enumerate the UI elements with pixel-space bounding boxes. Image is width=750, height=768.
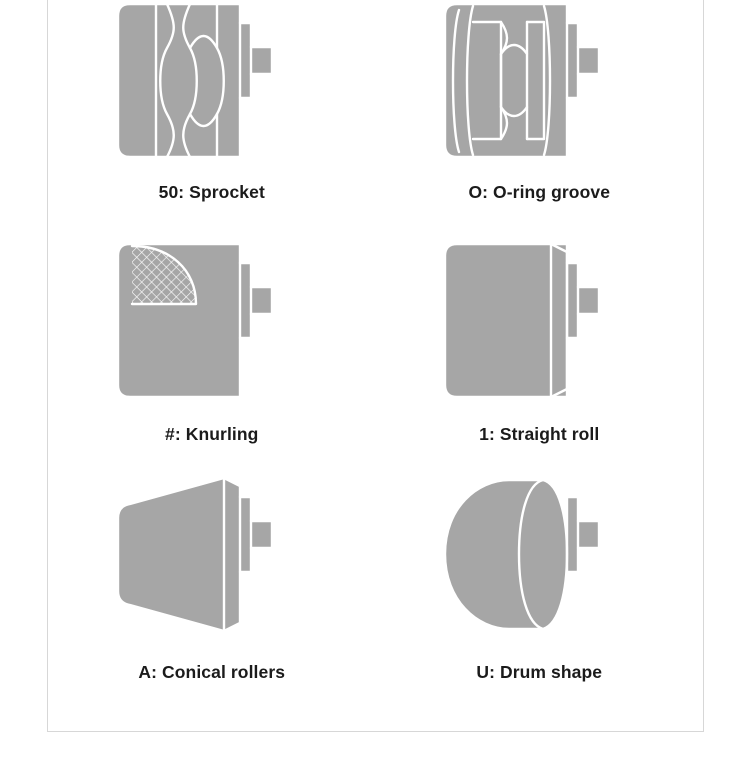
roller-type-card-drum-shape xyxy=(376,464,704,696)
roller-type-card-straight-roll xyxy=(376,232,704,464)
drum-shape-roller-icon xyxy=(439,476,639,638)
roller-type-caption: 50: Sprocket xyxy=(158,182,265,202)
roller-type-card-o-ring-groove xyxy=(376,0,704,232)
roller-type-caption: A: Conical rollers xyxy=(138,662,286,682)
roller-type-caption: O: O-ring groove xyxy=(468,182,611,202)
roller-type-card-knurling xyxy=(48,232,376,464)
roller-type-caption: 1: Straight roll xyxy=(479,424,600,444)
conical-roller-icon xyxy=(112,476,312,638)
o-ring-groove-roller-icon xyxy=(439,2,639,164)
knurling-roller-icon xyxy=(112,242,312,404)
roller-type-caption: #: Knurling xyxy=(165,424,259,444)
roller-type-card-conical-rollers xyxy=(48,464,376,696)
straight-roll-roller-icon xyxy=(439,242,639,404)
roller-type-caption: U: Drum shape xyxy=(476,662,603,682)
figure-panel xyxy=(47,0,704,732)
sprocket-roller-icon xyxy=(112,2,312,164)
roller-type-grid xyxy=(48,0,703,731)
roller-type-card-sprocket xyxy=(48,0,376,232)
